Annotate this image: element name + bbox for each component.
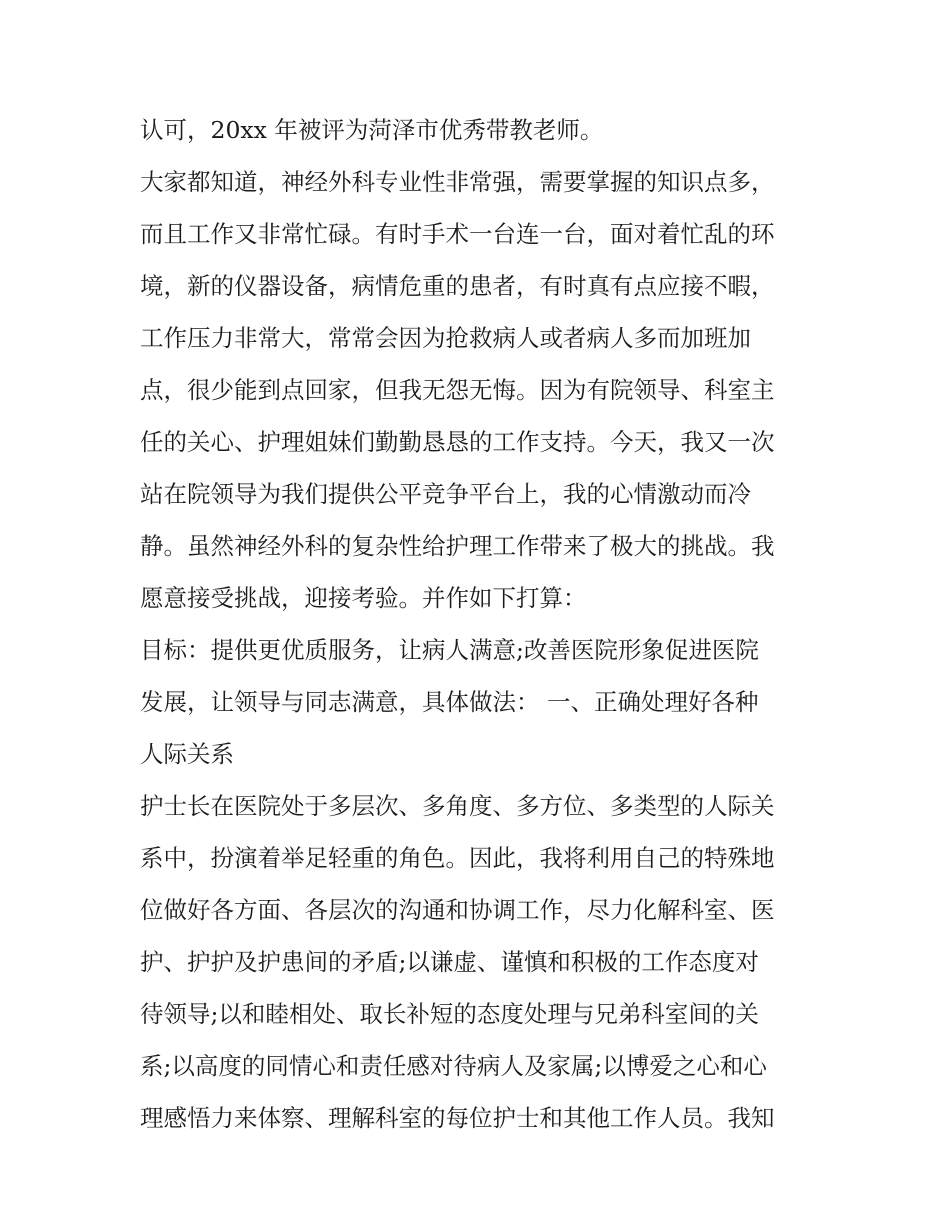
text-line: 认可，20xx 年被评为菏泽市优秀带教老师。 — [140, 116, 604, 144]
text-line: 站在院领导为我们提供公平竞争平台上，我的心情激动而冷 — [140, 480, 751, 508]
text-line: 境，新的仪器设备，病情危重的患者，有时真有点应接不暇， — [140, 272, 775, 300]
text-line: 发展，让领导与同志满意，具体做法： 一、正确处理好各种 — [140, 688, 759, 716]
text-line: 系中，扮演着举足轻重的角色。因此，我将利用自己的特殊地 — [140, 844, 775, 872]
text-line: 任的关心、护理姐妹们勤勤恳恳的工作支持。今天，我又一次 — [140, 428, 775, 456]
text-line: 静。虽然神经外科的复杂性给护理工作带来了极大的挑战。我 — [140, 532, 775, 560]
text-line: 理感悟力来体察、理解科室的每位护士和其他工作人员。我知 — [140, 1104, 775, 1132]
text-line: 位做好各方面、各层次的沟通和协调工作，尽力化解科室、医 — [140, 896, 775, 924]
text-line: 目标：提供更优质服务，让病人满意;改善医院形象促进医院 — [140, 636, 759, 664]
text-line: 系;以高度的同情心和责任感对待病人及家属;以博爱之心和心 — [140, 1052, 767, 1080]
document-body — [140, 104, 830, 1144]
text-line: 大家都知道，神经外科专业性非常强，需要掌握的知识点多， — [140, 168, 775, 196]
text-line: 护、护护及护患间的矛盾;以谦虚、谨慎和积极的工作态度对 — [140, 948, 759, 976]
text-line: 点，很少能到点回家，但我无怨无悔。因为有院领导、科室主 — [140, 376, 775, 404]
text-line: 人际关系 — [140, 740, 234, 768]
text-line: 待领导;以和睦相处、取长补短的态度处理与兄弟科室间的关 — [140, 1000, 759, 1028]
text-line: 工作压力非常大，常常会因为抢救病人或者病人多而加班加 — [140, 324, 751, 352]
text-line: 护士长在医院处于多层次、多角度、多方位、多类型的人际关 — [140, 792, 775, 820]
text-line: 愿意接受挑战，迎接考验。并作如下打算： — [140, 584, 587, 612]
text-line: 而且工作又非常忙碌。有时手术一台连一台，面对着忙乱的环 — [140, 220, 775, 248]
